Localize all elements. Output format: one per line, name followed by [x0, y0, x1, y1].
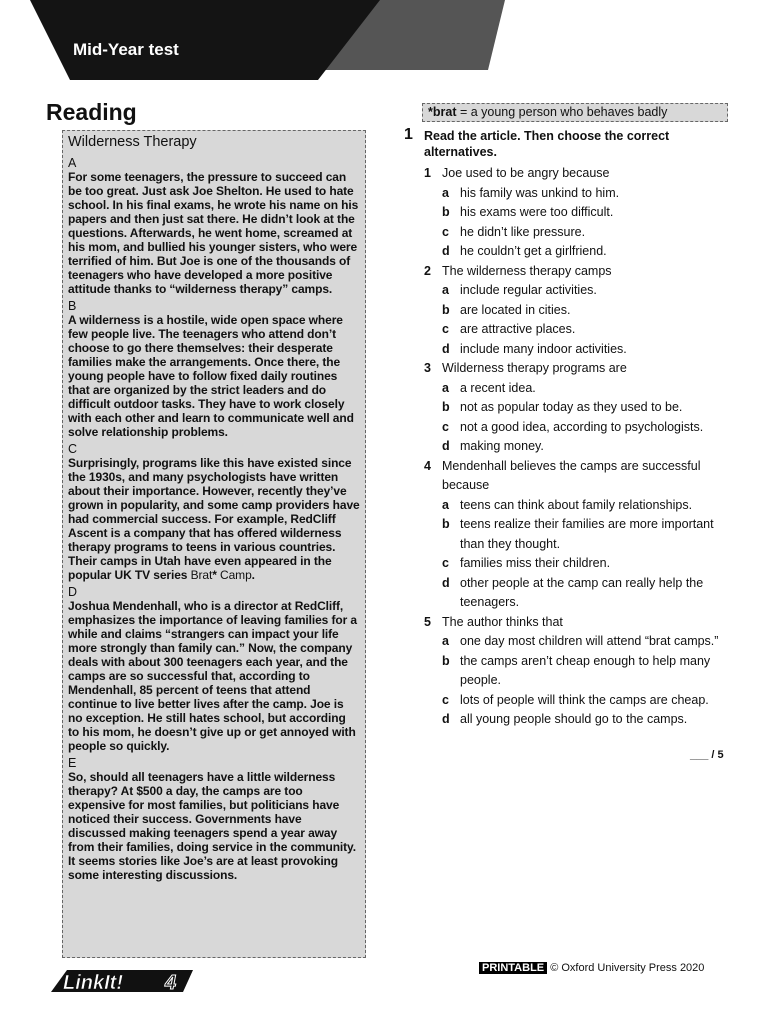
option-text: all young people should go to the camps. [460, 712, 688, 726]
question-list [424, 164, 724, 730]
question [424, 613, 724, 633]
option-letter: b [442, 400, 450, 414]
question-text: Joe used to be angry because [442, 166, 610, 180]
option-letter: a [442, 634, 449, 648]
paragraph-text: A wilderness is a hostile, wide open space where few people live. The teenagers who attend don’t choose to go there themselves: their desperate families make the arrangements. Once there, the young people have to follow fixed daily routines that are organized by the strict leaders and do difficult outdoor tasks. They have to work closely with each other and learn to communicate well and solve relationship problems. [68, 313, 354, 439]
option[interactable] [424, 418, 724, 438]
option-text: his exams were too difficult. [460, 205, 614, 219]
option-text: are attractive places. [460, 322, 576, 336]
linkit-logo-graphic [45, 968, 193, 998]
option[interactable] [424, 340, 724, 360]
option-text: include many indoor activities. [460, 341, 627, 356]
option-letter: c [442, 224, 449, 239]
paragraph-end-period: . [251, 568, 255, 582]
option[interactable] [424, 632, 724, 652]
question-text: Wilderness therapy programs are [442, 361, 627, 375]
option-text: making money. [460, 439, 544, 453]
question-text: The wilderness therapy camps [442, 263, 612, 278]
option-text: he couldn’t get a girlfriend. [460, 244, 607, 258]
question [424, 262, 724, 282]
question [424, 164, 724, 184]
tv-series-brat: Brat [190, 568, 213, 582]
option-letter: a [442, 283, 449, 297]
option-text: his family was unkind to him. [460, 185, 620, 200]
question-number: 4 [424, 458, 431, 473]
question [424, 359, 724, 379]
option-letter: c [442, 556, 449, 570]
option[interactable] [424, 281, 724, 301]
option-letter: d [442, 712, 450, 726]
article-title: Wilderness Therapy [68, 134, 197, 150]
option-letter: b [442, 653, 450, 668]
option[interactable] [424, 242, 724, 262]
option-text: one day most children will attend “brat camps.” [460, 634, 719, 648]
printable-badge: PRINTABLE [479, 962, 547, 974]
option[interactable] [424, 398, 724, 418]
option-text: he didn’t like pressure. [460, 224, 586, 239]
article-box [62, 130, 366, 958]
paragraph-letter: D [68, 585, 78, 599]
option-text: a recent idea. [460, 380, 536, 395]
paragraph-text: So, should all teenagers have a little wilderness therapy? At $500 a day, the camps are too expensive for most families, but politicians have noticed their success. Governments have discussed making teenagers spend a year away from their families, doing service in the community. It seems stories like Joe’s are at least provoking some interesting discussions. [68, 770, 356, 882]
option-text: not a good idea, according to psychologists. [460, 419, 704, 434]
score-field: ___ / 5 [690, 749, 724, 761]
question-text: Mendenhall believes the camps are successful because [442, 458, 701, 492]
option-text: lots of people will think the camps are cheap. [460, 692, 709, 707]
option[interactable] [424, 437, 724, 457]
test-title: Mid-Year test [73, 40, 179, 59]
paragraph-letter: A [68, 156, 77, 170]
option-letter: c [442, 322, 449, 336]
paragraph-text: For some teenagers, the pressure to succeed can be too great. Just ask Joe Shelton. He used to hate school. In his final exams, he wrote his name on his papers and then just sat there. He didn’t look at the questions. Afterwards, he went home, screamed at his mom, and bullied his younger sisters, who were terrified of him. But Joe is one of the thousands of teenagers who have developed a more positive attitude thanks to “wilderness therapy” camps. [68, 170, 359, 296]
question-number: 5 [424, 614, 431, 629]
option[interactable] [424, 301, 724, 321]
option-letter: d [442, 439, 450, 453]
option[interactable] [424, 652, 724, 691]
svg-text:LinkIt!: LinkIt! [63, 972, 123, 994]
option-text: include regular activities. [460, 283, 597, 297]
option[interactable] [424, 203, 724, 223]
option-text: teens can think about family relationships. [460, 497, 693, 512]
tv-series-camp: Camp [216, 568, 252, 582]
option-letter: d [442, 341, 450, 356]
header-banner [0, 0, 768, 85]
option[interactable] [424, 710, 724, 730]
question-text: The author thinks that [442, 614, 563, 629]
paragraph-letter: B [68, 299, 77, 313]
task-number: 1 [404, 126, 413, 143]
section-heading: Reading [46, 99, 137, 125]
option[interactable] [424, 554, 724, 574]
option-letter: d [442, 575, 450, 590]
option-letter: b [442, 517, 450, 531]
task-instruction: Read the article. Then choose the correct alternatives. [424, 129, 670, 159]
option[interactable] [424, 691, 724, 711]
option[interactable] [424, 379, 724, 399]
option-letter: a [442, 380, 449, 395]
glossary-term: *brat [428, 105, 457, 119]
linkit-logo [45, 968, 193, 1003]
option-letter: c [442, 419, 449, 434]
paragraph-text-main: Surprisingly, programs like this have existed since the 1930s, and many psychologists have written about their importance. However, recently they’ve grown in popularity, and some camp providers have had commercial success. For example, RedCliff Ascent is a company that has offered wilderness therapy programs to teens in various countries. Their camps in Utah have even appeared in the popular UK TV series [68, 456, 360, 582]
option-text: teens realize their families are more important than they thought. [460, 517, 714, 551]
option[interactable] [424, 515, 724, 554]
option[interactable] [424, 574, 724, 613]
option-letter: b [442, 205, 450, 219]
option-text: other people at the camp can really help the teenagers. [460, 575, 704, 609]
glossary-box [422, 103, 728, 122]
option[interactable] [424, 223, 724, 243]
option[interactable] [424, 496, 724, 516]
option-letter: b [442, 302, 450, 317]
question-number: 2 [424, 263, 431, 278]
footer-credit [479, 962, 704, 974]
option-text: not as popular today as they used to be. [460, 400, 683, 414]
option-letter: c [442, 692, 449, 707]
paragraph-text: Joshua Mendenhall, who is a director at RedCliff, emphasizes the importance of leaving families for a while and claims “strangers can impact your life more strongly than family can.” Now, the company deals with about 300 teenagers each year, and the camps are so successful that, according to Mendenhall, 85 percent of teens that attend continue to live better lives after the camp. Joe is no exception. He still hates school, but according to his mom, he doesn’t give up or get annoyed with people so quickly. [68, 599, 357, 753]
option[interactable] [424, 320, 724, 340]
paragraph-text [68, 456, 360, 582]
option-text: the camps aren’t cheap enough to help many people. [460, 653, 711, 687]
option[interactable] [424, 184, 724, 204]
paragraph-letter: C [68, 442, 78, 456]
paragraph-letter: E [68, 756, 77, 770]
question-number: 3 [424, 361, 431, 375]
glossary-definition: = a young person who behaves badly [456, 105, 668, 119]
question-number: 1 [424, 166, 431, 180]
option-text: are located in cities. [460, 302, 571, 317]
option-letter: d [442, 244, 450, 258]
option-letter: a [442, 185, 449, 200]
copyright-text: © Oxford University Press 2020 [547, 962, 705, 974]
brat-asterisk: * [212, 568, 217, 582]
option-text: families miss their children. [460, 556, 611, 570]
option-letter: a [442, 497, 449, 512]
question [424, 457, 724, 496]
svg-text:4: 4 [165, 972, 177, 994]
